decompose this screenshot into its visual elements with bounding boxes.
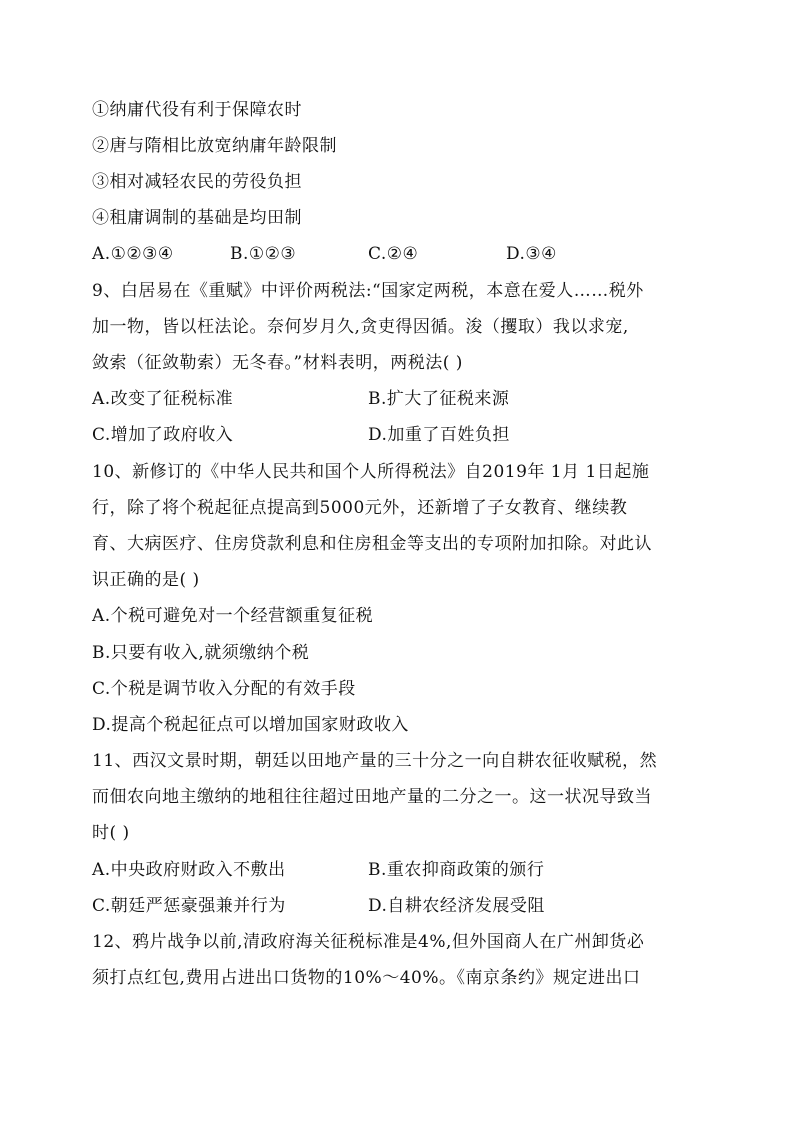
q12-stem-line-2: 须打点红包,费用占进出口货物的10%～40%。《南京条约》规定进出口 bbox=[92, 968, 641, 988]
q9-options-row-2 bbox=[92, 417, 712, 453]
q11-option-b: B.重农抑商政策的颁行 bbox=[368, 860, 545, 880]
q10-option-d: D.提高个税起征点可以增加国家财政收入 bbox=[92, 715, 409, 735]
statement-3: ③相对减轻农民的劳役负担 bbox=[92, 172, 302, 192]
q11-option-a: A.中央政府财政入不敷出 bbox=[92, 860, 286, 880]
q10-stem-line-4: 识正确的是( ) bbox=[92, 570, 200, 590]
statement-1: ①纳庸代役有利于保障农时 bbox=[92, 100, 302, 120]
q10-option-b: B.只要有收入,就须缴纳个税 bbox=[92, 643, 310, 663]
statement-2: ②唐与隋相比放宽纳庸年龄限制 bbox=[92, 136, 337, 156]
q9-stem-line-3: 敛索（征敛勒索）无冬春。”材料表明，两税法( ) bbox=[92, 353, 463, 373]
q9-option-c: C.增加了政府收入 bbox=[92, 425, 234, 445]
q9-option-a: A.改变了征税标准 bbox=[92, 389, 234, 409]
q11-option-c: C.朝廷严惩豪强兼并行为 bbox=[92, 896, 286, 916]
q8-option-a: A.①②③④ bbox=[92, 244, 174, 264]
q10-stem-line-2: 行，除了将个税起征点提高到5000元外，还新增了子女教育、继续教 bbox=[92, 498, 628, 518]
q9-option-d: D.加重了百姓负担 bbox=[368, 425, 510, 445]
q11-options-row-2 bbox=[92, 888, 712, 924]
q9-option-b: B.扩大了征税来源 bbox=[368, 389, 510, 409]
q8-option-b: B.①②③ bbox=[230, 244, 297, 264]
q11-stem-line-2: 而佃农向地主缴纳的地租往往超过田地产量的二分之一。这一状况导致当 bbox=[92, 787, 652, 807]
q11-stem-line-1: 11、西汉文景时期，朝廷以田地产量的三十分之一向自耕农征收赋税，然 bbox=[92, 751, 658, 771]
q10-option-a: A.个税可避免对一个经营额重复征税 bbox=[92, 606, 374, 626]
q10-stem-line-1: 10、新修订的《中华人民共和国个人所得税法》自2019年 1月 1日起施 bbox=[92, 462, 650, 482]
q8-option-c: C.②④ bbox=[368, 244, 419, 264]
q8-option-d: D.③④ bbox=[506, 244, 557, 264]
q10-stem-line-3: 育、大病医疗、住房贷款利息和住房租金等支出的专项附加扣除。对此认 bbox=[92, 534, 652, 554]
q8-options bbox=[92, 236, 712, 272]
q9-stem-line-1: 9、白居易在《重赋》中评价两税法:“国家定两税，本意在爱人……税外 bbox=[92, 281, 644, 301]
q11-stem-line-3: 时( ) bbox=[92, 823, 130, 843]
q9-stem-line-2: 加一物，皆以枉法论。奈何岁月久,贪吏得因循。浚（攫取）我以求宠, bbox=[92, 317, 629, 337]
q9-options-row-1 bbox=[92, 381, 712, 417]
q11-options-row-1 bbox=[92, 852, 712, 888]
q11-option-d: D.自耕农经济发展受阻 bbox=[368, 896, 545, 916]
statement-4: ④租庸调制的基础是均田制 bbox=[92, 208, 302, 228]
q10-option-c: C.个税是调节收入分配的有效手段 bbox=[92, 679, 356, 699]
q12-stem-line-1: 12、鸦片战争以前,清政府海关征税标准是4%,但外国商人在广州卸货必 bbox=[92, 932, 645, 952]
